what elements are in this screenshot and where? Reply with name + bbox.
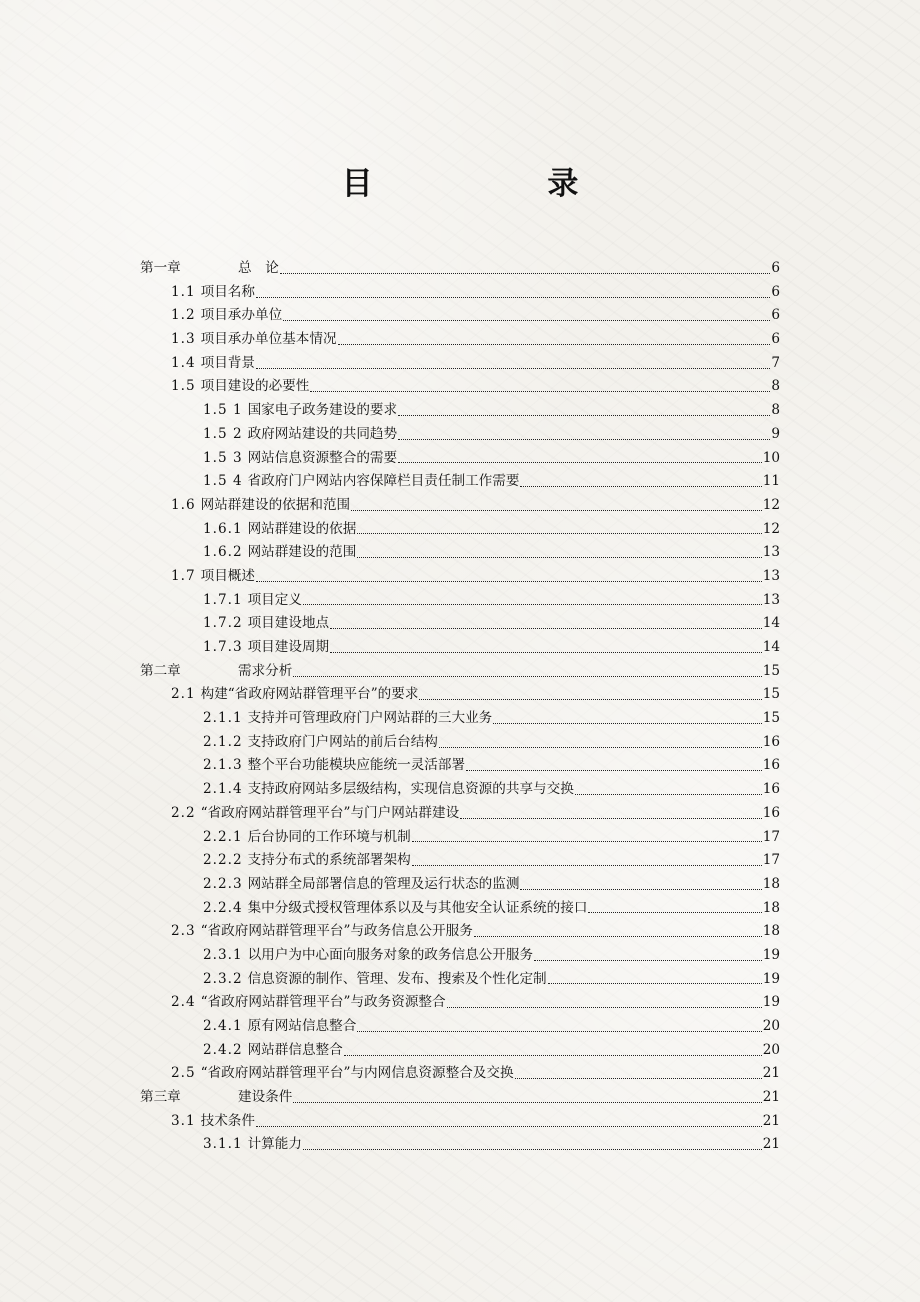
toc-entry-page-number: 15 <box>762 662 780 679</box>
toc-entry-title: 网站群建设的依据 <box>247 520 357 537</box>
toc-entry-page-number: 19 <box>762 994 780 1011</box>
toc-entry-page-number: 21 <box>762 1065 780 1082</box>
toc-dot-leader <box>520 879 761 891</box>
toc-entry-number: 1.6 <box>171 496 196 513</box>
toc-entry-number: 2.1.2 <box>203 733 243 750</box>
toc-entry-number: 2.2.4 <box>203 899 243 916</box>
toc-entry-page-number: 15 <box>762 686 780 703</box>
toc-entry-page-number: 12 <box>762 496 780 513</box>
toc-dot-leader <box>357 1021 761 1033</box>
toc-entry-page-number: 21 <box>762 1089 780 1106</box>
toc-entry-page-number: 18 <box>762 923 780 940</box>
toc-entry-page-number: 16 <box>762 733 780 750</box>
toc-entry[interactable] <box>140 826 780 850</box>
toc-entry[interactable] <box>140 589 780 613</box>
toc-entry-title: “省政府网站群管理平台”与内网信息资源整合及交换 <box>200 1065 514 1082</box>
toc-entry-title: 国家电子政务建设的要求 <box>247 402 398 419</box>
toc-entry[interactable] <box>140 565 780 589</box>
toc-entry[interactable] <box>140 257 780 281</box>
toc-entry-number: 1.5 3 <box>203 449 243 466</box>
toc-entry-title: 以用户为中心面向服务对象的政务信息公开服务 <box>247 946 534 963</box>
toc-entry[interactable] <box>140 1039 780 1063</box>
toc-entry-title: 支持政府网站多层级结构，实现信息资源的共享与交换 <box>247 781 574 798</box>
toc-entry-title: 省政府门户网站内容保障栏目责任制工作需要 <box>247 473 520 490</box>
toc-entry-title: 整个平台功能模块应能统一灵活部署 <box>247 757 466 774</box>
toc-entry-page-number: 17 <box>762 852 780 869</box>
toc-dot-leader <box>256 1116 762 1128</box>
toc-entry-title: 项目背景 <box>200 354 255 371</box>
toc-entry-page-number: 16 <box>762 781 780 798</box>
toc-entry[interactable] <box>140 470 780 494</box>
toc-dot-leader <box>303 1139 762 1151</box>
toc-entry[interactable] <box>140 660 780 684</box>
toc-dot-leader <box>460 808 761 820</box>
toc-dot-leader <box>520 476 761 488</box>
toc-entry-page-number: 20 <box>762 1041 780 1058</box>
toc-entry-page-number: 8 <box>771 378 780 395</box>
toc-entry-number: 1.5 <box>171 378 196 395</box>
toc-entry-title: 建设条件 <box>238 1089 293 1106</box>
toc-entry-title: 项目承办单位 <box>200 307 283 324</box>
toc-entry[interactable] <box>140 541 780 565</box>
toc-entry-page-number: 16 <box>762 757 780 774</box>
toc-entry-title: 项目概述 <box>200 567 255 584</box>
toc-entry-title: “省政府网站群管理平台”与政务资源整合 <box>200 994 446 1011</box>
toc-dot-leader <box>310 381 770 393</box>
toc-entry-title: 项目建设周期 <box>247 639 330 655</box>
toc-entry-number: 2.3.1 <box>203 946 243 963</box>
toc-dot-leader <box>293 666 761 678</box>
toc-entry-page-number: 6 <box>771 260 780 276</box>
toc-entry[interactable] <box>140 1133 780 1157</box>
toc-dot-leader <box>419 689 761 701</box>
toc-entry[interactable] <box>140 873 780 897</box>
toc-entry-page-number: 18 <box>762 875 780 892</box>
toc-dot-leader <box>338 334 770 346</box>
toc-entry[interactable] <box>140 375 780 399</box>
toc-entry-page-number: 9 <box>771 425 780 442</box>
toc-entry[interactable] <box>140 1110 780 1134</box>
toc-entry[interactable] <box>140 304 780 328</box>
toc-dot-leader <box>412 831 762 843</box>
toc-entry-number: 1.5 2 <box>203 425 243 442</box>
toc-entry-page-number: 21 <box>762 1136 780 1153</box>
toc-entry-title: 项目定义 <box>247 591 302 608</box>
toc-dot-leader <box>575 784 762 796</box>
toc-entry-number: 2.3.2 <box>203 970 243 987</box>
toc-entry-title: 原有网站信息整合 <box>247 1018 357 1034</box>
toc-dot-leader <box>493 713 761 725</box>
toc-entry[interactable] <box>140 1086 780 1110</box>
toc-entry-number: 3.1.1 <box>203 1136 243 1153</box>
toc-entry-number: 第一章 <box>140 260 181 276</box>
toc-entry-number: 2.1.1 <box>203 710 243 727</box>
toc-entry-page-number: 15 <box>762 710 780 727</box>
toc-entry-title: 政府网站建设的共同趋势 <box>247 425 398 442</box>
toc-entry-number: 1.7.2 <box>203 615 243 632</box>
toc-entry-number: 2.5 <box>171 1065 196 1082</box>
toc-dot-leader <box>398 429 770 441</box>
toc-dot-leader <box>293 1092 761 1104</box>
toc-entry[interactable] <box>140 518 780 542</box>
toc-entry-page-number: 17 <box>762 828 780 845</box>
toc-dot-leader <box>357 547 761 559</box>
toc-entry-title: 网站群全局部署信息的管理及运行状态的监测 <box>247 875 520 892</box>
toc-entry-number: 1.7.3 <box>203 639 243 655</box>
toc-entry-page-number: 19 <box>762 946 780 963</box>
toc-entry-title: 总 论 <box>238 260 279 276</box>
toc-dot-leader <box>256 571 762 583</box>
toc-entry-number: 1.3 <box>171 331 196 348</box>
toc-dot-leader <box>280 263 770 275</box>
toc-entry-page-number: 16 <box>762 804 780 821</box>
toc-dot-leader <box>256 287 770 299</box>
toc-entry[interactable] <box>140 328 780 352</box>
toc-entry-title: “省政府网站群管理平台”与门户网站群建设 <box>200 804 460 821</box>
toc-entry-title: 计算能力 <box>247 1136 302 1153</box>
toc-entry[interactable] <box>140 636 780 660</box>
toc-dot-leader <box>439 737 762 749</box>
toc-dot-leader <box>351 500 762 512</box>
toc-entry-number: 1.5 4 <box>203 473 243 490</box>
toc-entry-number: 2.4 <box>171 994 196 1011</box>
toc-entry[interactable] <box>140 612 780 636</box>
toc-dot-leader <box>330 642 762 654</box>
toc-entry-title: 集中分级式授权管理体系以及与其他安全认证系统的接口 <box>247 899 588 916</box>
toc-entry[interactable] <box>140 897 780 921</box>
toc-entry[interactable] <box>140 1062 780 1086</box>
toc-entry[interactable] <box>140 1015 780 1039</box>
toc-entry-number: 2.3 <box>171 923 196 940</box>
toc-entry[interactable] <box>140 778 780 802</box>
toc-dot-leader <box>447 997 762 1009</box>
toc-entry-page-number: 6 <box>771 331 780 348</box>
toc-entry-title: 项目承办单位基本情况 <box>200 331 337 348</box>
toc-entry-page-number: 14 <box>762 639 780 655</box>
toc-entry-title: 项目建设的必要性 <box>200 378 310 395</box>
toc-entry[interactable] <box>140 802 780 826</box>
toc-entry-title: 需求分析 <box>238 662 293 679</box>
toc-entry-title: 项目建设地点 <box>247 615 330 632</box>
toc-entry[interactable] <box>140 920 780 944</box>
toc-entry[interactable] <box>140 944 780 968</box>
toc-dot-leader <box>303 594 762 606</box>
toc-entry-number: 1.5 1 <box>203 402 243 419</box>
toc-entry[interactable] <box>140 281 780 305</box>
toc-entry[interactable] <box>140 399 780 423</box>
toc-dot-leader <box>357 523 761 535</box>
toc-entry[interactable] <box>140 423 780 447</box>
toc-entry[interactable] <box>140 991 780 1015</box>
toc-entry-number: 3.1 <box>171 1112 196 1129</box>
toc-entry-title: 网站信息资源整合的需要 <box>247 449 398 466</box>
toc-entry-page-number: 13 <box>762 567 780 584</box>
toc-entry-number: 1.7.1 <box>203 591 243 608</box>
toc-dot-leader <box>283 310 770 322</box>
toc-entry-title: 后台协同的工作环境与机制 <box>247 828 411 845</box>
toc-entry-title: 网站群建设的依据和范围 <box>200 496 351 513</box>
toc-entry-number: 1.7 <box>171 567 196 584</box>
toc-entry[interactable] <box>140 968 780 992</box>
toc-title: 目 录 <box>341 166 661 202</box>
toc-entry-page-number: 19 <box>762 970 780 987</box>
toc-entry-page-number: 13 <box>762 591 780 608</box>
toc-entry-number: 2.2 <box>171 804 196 821</box>
toc-entry-number: 2.1.3 <box>203 757 243 774</box>
toc-entry-title: “省政府网站群管理平台”与政务信息公开服务 <box>200 923 473 940</box>
toc-entry-number: 第二章 <box>140 662 181 679</box>
toc-entry-title: 网站群信息整合 <box>247 1041 343 1058</box>
toc-entry-page-number: 21 <box>762 1112 780 1129</box>
toc-dot-leader <box>398 452 762 464</box>
toc-entry-number: 1.6.1 <box>203 520 243 537</box>
toc-dot-leader <box>474 926 762 938</box>
toc-entry-page-number: 6 <box>771 307 780 324</box>
toc-entry-number: 2.2.1 <box>203 828 243 845</box>
toc-entry-number: 2.2.2 <box>203 852 243 869</box>
toc-entry-number: 1.2 <box>171 307 196 324</box>
toc-dot-leader <box>534 950 762 962</box>
toc-entry-page-number: 20 <box>762 1018 780 1034</box>
toc-entry-number: 1.1 <box>171 283 196 300</box>
toc-entry-page-number: 12 <box>762 520 780 537</box>
toc-dot-leader <box>466 760 762 772</box>
toc-entry[interactable] <box>140 494 780 518</box>
toc-dot-leader <box>344 1045 762 1057</box>
toc-entry-title: 项目名称 <box>200 283 255 300</box>
toc-entry-title: 支持并可管理政府门户网站群的三大业务 <box>247 710 493 727</box>
toc-entry-number: 1.6.2 <box>203 544 243 561</box>
toc-entry[interactable] <box>140 731 780 755</box>
toc-entry-page-number: 11 <box>762 473 780 490</box>
toc-dot-leader <box>588 902 761 914</box>
toc-entry-title: 支持政府门户网站的前后台结构 <box>247 733 438 750</box>
toc-entry-page-number: 14 <box>762 615 780 632</box>
toc-entry-page-number: 6 <box>771 283 780 300</box>
toc-entry[interactable] <box>140 683 780 707</box>
toc-entry-page-number: 13 <box>762 544 780 561</box>
toc-entry-number: 2.1.4 <box>203 781 243 798</box>
toc-entry-title: 信息资源的制作、管理、发布、搜索及个性化定制 <box>247 970 547 987</box>
table-of-contents <box>140 257 780 1157</box>
toc-entry[interactable] <box>140 849 780 873</box>
toc-entry-number: 2.4.1 <box>203 1018 243 1034</box>
toc-entry-number: 2.1 <box>171 686 196 703</box>
toc-entry[interactable] <box>140 707 780 731</box>
toc-entry[interactable] <box>140 447 780 471</box>
toc-entry-page-number: 18 <box>762 899 780 916</box>
toc-entry-title: 构建“省政府网站群管理平台”的要求 <box>200 686 419 703</box>
toc-dot-leader <box>256 358 770 370</box>
toc-entry-title: 技术条件 <box>200 1112 255 1129</box>
toc-entry-number: 第三章 <box>140 1089 181 1106</box>
toc-entry[interactable] <box>140 352 780 376</box>
toc-entry-page-number: 8 <box>771 402 780 419</box>
toc-dot-leader <box>330 618 762 630</box>
toc-entry-number: 2.4.2 <box>203 1041 243 1058</box>
toc-entry-page-number: 7 <box>771 354 780 371</box>
toc-dot-leader <box>548 973 762 985</box>
toc-entry-title: 网站群建设的范围 <box>247 544 357 561</box>
toc-dot-leader <box>515 1068 762 1080</box>
toc-dot-leader <box>398 405 770 417</box>
toc-dot-leader <box>412 855 762 867</box>
toc-entry[interactable] <box>140 754 780 778</box>
toc-entry-number: 2.2.3 <box>203 875 243 892</box>
toc-entry-page-number: 10 <box>762 449 780 466</box>
toc-entry-number: 1.4 <box>171 354 196 371</box>
toc-entry-title: 支持分布式的系统部署架构 <box>247 852 411 869</box>
